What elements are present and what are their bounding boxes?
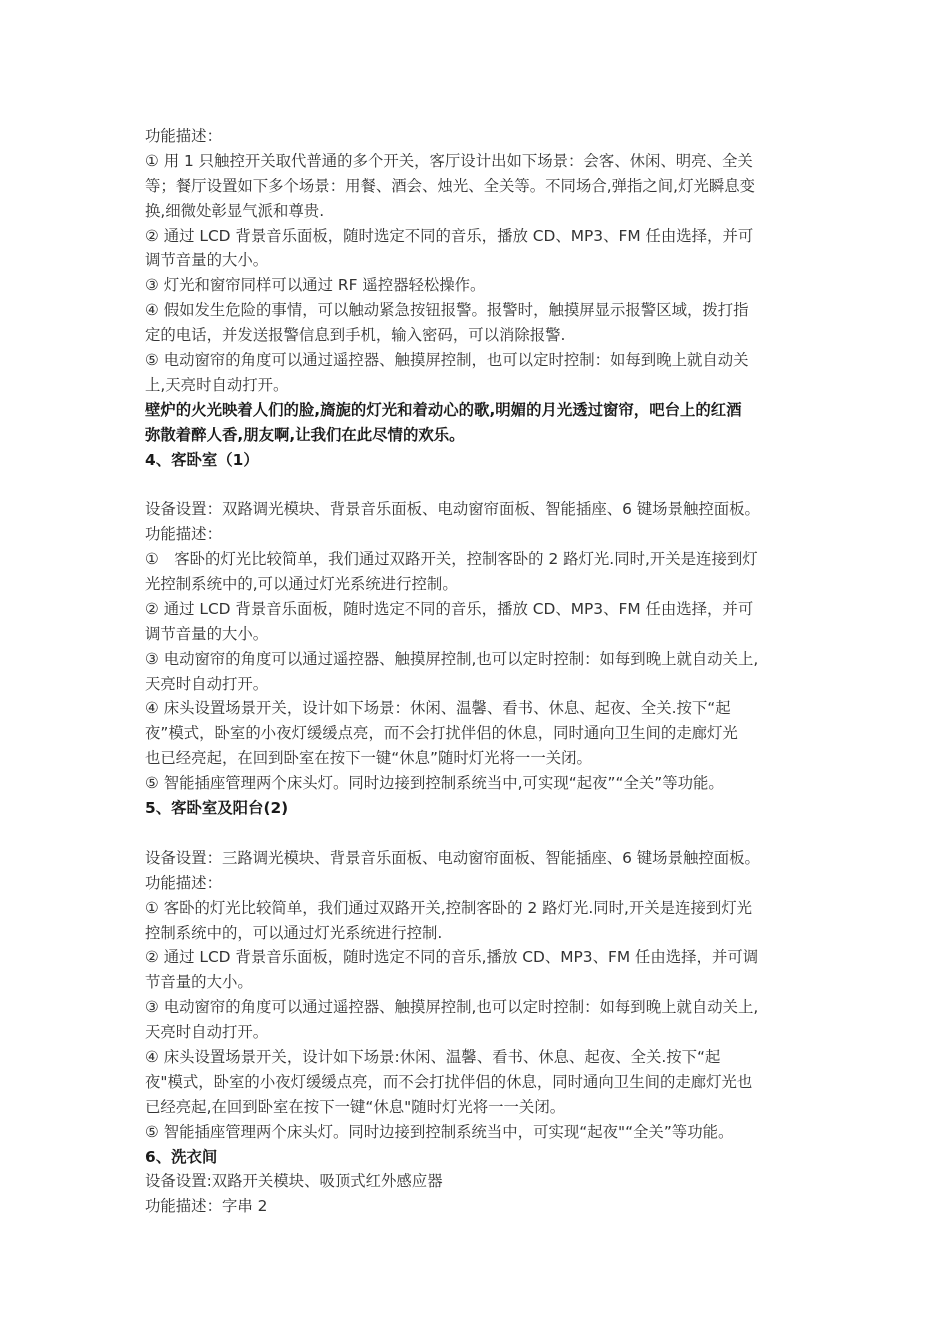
- paragraph-line: 调节音量的大小。: [145, 251, 269, 270]
- paragraph-line: 等；餐厅设置如下多个场景：用餐、酒会、烛光、全关等。不同场合,弹指之间,灯光瞬息变: [145, 176, 756, 195]
- heading-line: 5、客卧室及阳台(2): [145, 799, 289, 818]
- paragraph-line: ② 通过 LCD 背景音乐面板，随时选定不同的音乐，播放 CD、MP3、FM 任由选择，并可: [145, 599, 754, 618]
- paragraph-line: 已经亮起,在回到卧室在按下一键“休息"随时灯光将一一关闭。: [145, 1097, 566, 1116]
- paragraph-line: ⑤ 智能插座管理两个床头灯。同时边接到控制系统当中，可实现“起夜"“全关”等功能。: [145, 1122, 734, 1141]
- paragraph-line: ① 客卧的灯光比较简单，我们通过双路开关，控制客卧的 2 路灯光.同时,开关是连接到灯: [145, 550, 758, 569]
- paragraph-line: 功能描述：: [145, 873, 222, 892]
- heading-line: 弥散着醉人香,朋友啊,让我们在此尽情的欢乐。: [145, 425, 465, 444]
- paragraph-line: 设备设置：双路调光模块、背景音乐面板、电动窗帘面板、智能插座、6 键场景触控面板。: [145, 500, 760, 519]
- paragraph-line: 定的电话，并发送报警信息到手机，输入密码，可以消除报警.: [145, 326, 566, 345]
- paragraph-line: ⑤ 电动窗帘的角度可以通过遥控器、触摸屏控制，也可以定时控制：如每到晚上就自动关: [145, 351, 749, 370]
- paragraph-line: 设备设置：三路调光模块、背景音乐面板、电动窗帘面板、智能插座、6 键场景触控面板。: [145, 848, 760, 867]
- paragraph-line: 功能描述：字串 2: [145, 1197, 268, 1216]
- paragraph-line: 天亮时自动打开。: [145, 1023, 269, 1042]
- paragraph-line: 换,细微处彰显气派和尊贵.: [145, 201, 325, 220]
- paragraph-line: ④ 假如发生危险的事情，可以触动紧急按钮报警。报警时，触摸屏显示报警区域，拨打指: [145, 301, 749, 320]
- paragraph-line: 夜"模式，卧室的小夜灯缓缓点亮，而不会打扰伴侣的休息，同时通向卫生间的走廊灯光也: [145, 1072, 753, 1091]
- paragraph-line: 天亮时自动打开。: [145, 674, 269, 693]
- paragraph-line: ③ 灯光和窗帘同样可以通过 RF 遥控器轻松操作。: [145, 276, 486, 295]
- heading-line: 4、客卧室（1）: [145, 450, 259, 469]
- paragraph-line: 调节音量的大小。: [145, 624, 269, 643]
- paragraph-line: ④ 床头设置场景开关，设计如下场景：休闲、温馨、看书、休息、起夜、全关.按下“起: [145, 699, 731, 718]
- paragraph-line: ④ 床头设置场景开关，设计如下场景:休闲、温馨、看书、休息、起夜、全关.按下“起: [145, 1047, 721, 1066]
- paragraph-line: ⑤ 智能插座管理两个床头灯。同时边接到控制系统当中,可实现“起夜”“全关”等功能。: [145, 774, 724, 793]
- paragraph-line: 设备设置:双路开关模块、吸顶式红外感应器: [145, 1172, 443, 1191]
- paragraph-line: 功能描述：: [145, 127, 222, 145]
- paragraph-line: ① 用 1 只触控开关取代普通的多个开关，客厅设计出如下场景：会客、休闲、明亮、全关: [145, 151, 753, 170]
- paragraph-line: 上,天亮时自动打开。: [145, 375, 289, 394]
- paragraph-line: 也已经亮起，在回到卧室在按下一键“休息”随时灯光将一一关闭。: [145, 749, 592, 768]
- blank-line: [145, 821, 810, 846]
- paragraph-line: 控制系统中的，可以通过灯光系统进行控制.: [145, 923, 443, 942]
- paragraph-line: ③ 电动窗帘的角度可以通过遥控器、触摸屏控制,也可以定时控制：如每到晚上就自动关上,: [145, 649, 759, 668]
- blank-line: [145, 472, 810, 497]
- paragraph-line: ② 通过 LCD 背景音乐面板，随时选定不同的音乐,播放 CD、MP3、FM 任由选择，并可调: [145, 948, 759, 967]
- heading-line: 壁炉的火光映着人们的脸,旖旎的灯光和着动心的歌,明媚的月光透过窗帘，吧台上的红酒: [145, 400, 742, 419]
- paragraph-line: 夜”模式，卧室的小夜灯缓缓点亮，而不会打扰伴侣的休息，同时通向卫生间的走廊灯光: [145, 724, 738, 743]
- paragraph-line: 节音量的大小。: [145, 973, 253, 992]
- paragraph-line: 功能描述：: [145, 525, 222, 544]
- paragraph-line: ① 客卧的灯光比较简单，我们通过双路开关,控制客卧的 2 路灯光.同时,开关是连接到灯光: [145, 898, 753, 917]
- paragraph-line: ③ 电动窗帘的角度可以通过遥控器、触摸屏控制,也可以定时控制：如每到晚上就自动关上,: [145, 998, 759, 1017]
- document-page: [145, 124, 810, 1219]
- heading-line: 6、洗衣间: [145, 1147, 218, 1166]
- paragraph-line: 光控制系统中的,可以通过灯光系统进行控制。: [145, 575, 458, 594]
- paragraph-line: ② 通过 LCD 背景音乐面板，随时选定不同的音乐，播放 CD、MP3、FM 任由选择，并可: [145, 226, 754, 245]
